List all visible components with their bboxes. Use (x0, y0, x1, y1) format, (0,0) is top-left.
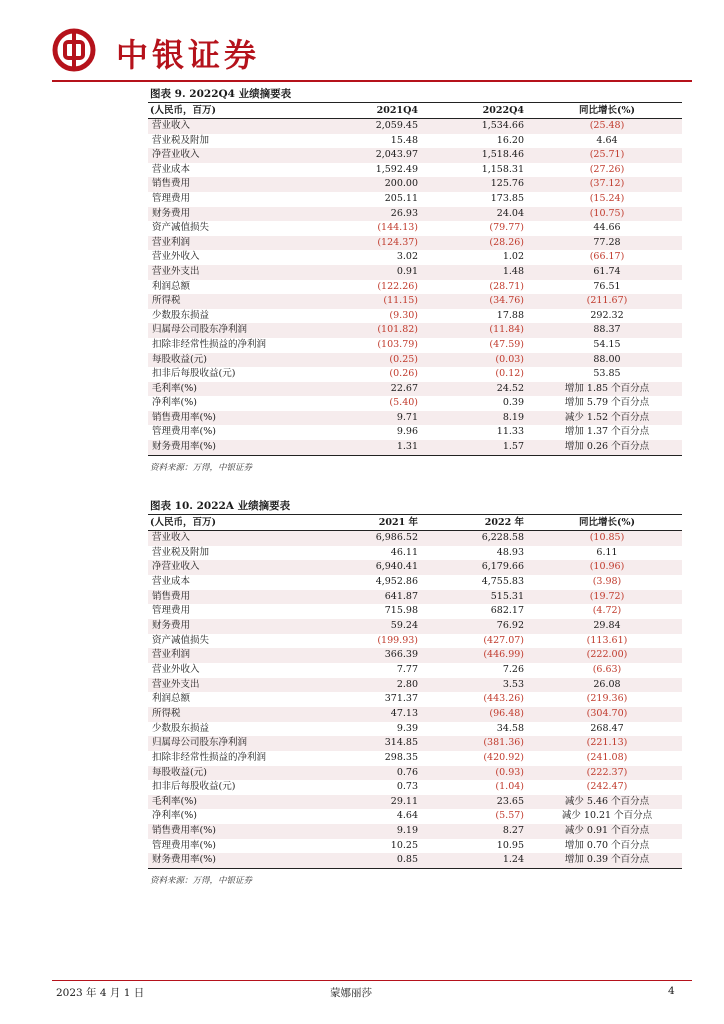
table-cell: 1.57 (426, 440, 532, 455)
table-bottom-rule (148, 868, 682, 869)
table-row (148, 236, 682, 251)
table-cell: (6.63) (592, 663, 622, 675)
column-header: 2022 年 (426, 515, 532, 531)
table-cell: (144.13) (377, 222, 418, 234)
figure-10-title: 图表 10. 2022A 业绩摘要表 (148, 498, 682, 515)
row-label: 每股收益(元) (148, 353, 326, 368)
table-cell: (47.59) (489, 338, 524, 350)
table-cell: 增加 5.79 个百分点 (564, 397, 650, 409)
table-cell: 515.31 (426, 590, 532, 605)
table-cell: 46.11 (390, 546, 418, 558)
table-cell: (420.92) (483, 751, 524, 763)
table-cell: 减少 10.21 个百分点 (561, 810, 653, 822)
table-row (148, 338, 682, 353)
row-label: 营业收入 (148, 531, 326, 546)
row-label: 销售费用率(%) (148, 411, 326, 426)
column-header: (人民币，百万) (148, 103, 326, 119)
row-label: 营业利润 (148, 648, 326, 663)
table-row (148, 619, 682, 634)
table-cell: 8.19 (426, 411, 532, 426)
table-row (148, 134, 682, 149)
table-cell: (199.93) (377, 634, 418, 646)
table-cell: (241.08) (586, 751, 628, 763)
table-cell: 23.65 (426, 795, 532, 810)
table-row (148, 294, 682, 309)
table-cell: 1.02 (502, 251, 524, 263)
row-label: 毛利率(%) (148, 382, 326, 397)
table-row (148, 323, 682, 338)
row-label: 净利率(%) (152, 397, 197, 409)
row-label: 资产减值损失 (152, 222, 210, 234)
figure-9-source: 资料来源：万得，中银证券 (150, 462, 253, 473)
table-cell: 增加 0.70 个百分点 (564, 839, 650, 851)
table-cell: 77.28 (532, 236, 682, 251)
table-row (148, 604, 682, 619)
row-label: 营业外收入 (152, 251, 200, 263)
table-cell: (0.12) (495, 368, 524, 380)
table-row (148, 575, 682, 590)
table-cell: (10.75) (532, 207, 682, 222)
table-cell: (0.26) (389, 368, 418, 380)
table-cell: 3.53 (426, 678, 532, 693)
table-cell: 61.74 (532, 265, 682, 280)
table-cell: (34.76) (426, 294, 532, 309)
figure-9-table (148, 103, 682, 455)
table-row (148, 780, 682, 795)
table-cell: 29.84 (532, 619, 682, 634)
table-cell: 24.52 (426, 382, 532, 397)
row-label: 扣非后每股收益(元) (152, 781, 236, 793)
table-cell: (5.57) (495, 810, 524, 822)
column-header: 同比增长(%) (532, 103, 682, 119)
table-cell: 增加 0.39 个百分点 (532, 853, 682, 868)
row-label: 营业税及附加 (152, 546, 210, 558)
table-cell: 205.11 (384, 192, 418, 204)
table-cell: 8.27 (426, 824, 532, 839)
row-label: 营业利润 (148, 236, 326, 251)
table-cell: 1.24 (426, 853, 532, 868)
table-cell: (1.04) (495, 781, 524, 793)
table-cell: (0.93) (426, 766, 532, 781)
table-row (148, 809, 682, 824)
table-row (148, 280, 682, 295)
row-label: 扣除非经常性损益的净利润 (152, 338, 267, 350)
table-row (148, 766, 682, 781)
table-cell: (103.79) (377, 338, 418, 350)
table-row (148, 309, 682, 324)
table-cell: 6,986.52 (326, 531, 426, 546)
table-row (148, 663, 682, 678)
table-row (148, 751, 682, 766)
table-cell: 15.48 (390, 134, 418, 146)
table-row (148, 163, 682, 178)
table-cell: 53.85 (593, 368, 621, 380)
table-row (148, 546, 682, 561)
footer-divider (52, 980, 692, 981)
table-cell: (0.03) (426, 353, 532, 368)
table-cell: (427.07) (483, 634, 524, 646)
table-row (148, 824, 682, 839)
table-row (148, 853, 682, 868)
table-row (148, 736, 682, 751)
table-cell: 2,043.97 (326, 148, 426, 163)
row-label: 利润总额 (152, 693, 191, 705)
table-cell: 0.85 (326, 853, 426, 868)
table-cell: 34.58 (496, 722, 524, 734)
table-cell: 3.02 (396, 251, 418, 263)
table-row (148, 634, 682, 649)
table-row (148, 678, 682, 693)
row-label: 少数股东损益 (152, 722, 210, 734)
row-label: 净营业收入 (148, 148, 326, 163)
table-cell: (101.82) (326, 323, 426, 338)
table-cell: 4,952.86 (375, 575, 418, 587)
table-row (148, 707, 682, 722)
column-header: 2021Q4 (326, 103, 426, 119)
table-cell: 44.66 (593, 222, 621, 234)
table-cell: 7.77 (396, 663, 418, 675)
row-label: 销售费用 (148, 177, 326, 192)
table-cell: 47.13 (326, 707, 426, 722)
row-label: 营业成本 (152, 163, 191, 175)
table-cell: (11.84) (426, 323, 532, 338)
table-row (148, 839, 682, 854)
table-row (148, 382, 682, 397)
table-cell: 10.95 (496, 839, 524, 851)
row-label: 营业外支出 (148, 265, 326, 280)
brand-name: 中银证券 (116, 36, 261, 74)
table-row (148, 411, 682, 426)
row-label: 财务费用率(%) (148, 853, 326, 868)
figure-10-source: 资料来源：万得，中银证券 (150, 876, 253, 887)
row-label: 营业税及附加 (152, 134, 210, 146)
row-label: 管理费用率(%) (152, 426, 216, 438)
table-cell: 366.39 (326, 648, 426, 663)
table-cell: (124.37) (326, 236, 426, 251)
table-cell: 0.91 (326, 265, 426, 280)
table-row (148, 177, 682, 192)
table-cell: 24.04 (426, 207, 532, 222)
table-cell: 9.71 (326, 411, 426, 426)
table-cell: 11.33 (496, 426, 524, 438)
table-cell: (5.40) (389, 397, 418, 409)
table-cell: (10.96) (532, 560, 682, 575)
table-cell: 298.35 (384, 751, 418, 763)
figure-10-table-body (148, 531, 682, 869)
table-cell: (28.71) (489, 280, 524, 292)
table-cell: 1,518.46 (426, 148, 532, 163)
table-cell: 76.92 (426, 619, 532, 634)
row-label: 每股收益(元) (148, 766, 326, 781)
table-cell: 6.11 (596, 546, 618, 558)
table-row (148, 367, 682, 382)
row-label: 净营业收入 (148, 560, 326, 575)
table-row (148, 722, 682, 737)
table-cell: (219.36) (586, 693, 628, 705)
table-cell: 173.85 (490, 192, 524, 204)
table-row (148, 648, 682, 663)
table-cell: 314.85 (326, 736, 426, 751)
table-cell: 增加 1.85 个百分点 (532, 382, 682, 397)
table-cell: (28.26) (426, 236, 532, 251)
table-row (148, 265, 682, 280)
row-label: 财务费用 (148, 207, 326, 222)
table-header-row (148, 515, 682, 531)
table-cell: 减少 0.91 个百分点 (532, 824, 682, 839)
row-label: 销售费用率(%) (148, 824, 326, 839)
table-cell: 88.37 (532, 323, 682, 338)
table-cell: (381.36) (426, 736, 532, 751)
table-cell: 54.15 (593, 338, 621, 350)
table-cell: (15.24) (589, 192, 625, 204)
table-cell: (66.17) (589, 251, 625, 263)
table-cell: 10.25 (390, 839, 418, 851)
table-row (148, 425, 682, 440)
table-row (148, 795, 682, 810)
table-row (148, 590, 682, 605)
table-row (148, 119, 682, 134)
bank-of-china-logo-icon (52, 28, 96, 72)
table-cell: (122.26) (377, 280, 418, 292)
table-cell: (9.30) (389, 309, 418, 321)
header-divider (52, 80, 692, 82)
table-row (148, 560, 682, 575)
table-cell: 1,158.31 (481, 163, 524, 175)
table-cell: (10.85) (532, 531, 682, 546)
column-header: (人民币，百万) (148, 515, 326, 531)
table-cell: 26.93 (326, 207, 426, 222)
row-label: 营业收入 (148, 119, 326, 134)
table-cell: (25.71) (532, 148, 682, 163)
column-header: 2022Q4 (426, 103, 532, 119)
table-cell: 4.64 (596, 134, 618, 146)
page-number: 4 (668, 985, 675, 997)
page-header (52, 24, 692, 80)
row-label: 所得税 (148, 707, 326, 722)
table-cell: 0.76 (326, 766, 426, 781)
table-cell: 48.93 (496, 546, 524, 558)
table-cell: (3.98) (592, 575, 622, 587)
table-cell: 200.00 (326, 177, 426, 192)
table-cell: 682.17 (490, 605, 524, 617)
table-cell: 6,228.58 (426, 531, 532, 546)
row-label: 净利率(%) (152, 810, 197, 822)
table-cell: 641.87 (326, 590, 426, 605)
table-cell: 4,755.83 (481, 575, 524, 587)
row-label: 管理费用率(%) (152, 839, 216, 851)
table-cell: (79.77) (489, 222, 524, 234)
row-label: 归属母公司股东净利润 (148, 736, 326, 751)
table-cell: (19.72) (532, 590, 682, 605)
table-cell: 22.67 (326, 382, 426, 397)
table-cell: 292.32 (590, 309, 624, 321)
table-cell: 9.19 (326, 824, 426, 839)
row-label: 扣除非经常性损益的净利润 (152, 751, 267, 763)
table-row (148, 396, 682, 411)
table-cell: 1,592.49 (375, 163, 418, 175)
table-cell: (304.70) (532, 707, 682, 722)
figure-10-table (148, 515, 682, 868)
row-label: 毛利率(%) (148, 795, 326, 810)
table-cell: 125.76 (426, 177, 532, 192)
table-row (148, 192, 682, 207)
table-cell: 6,940.41 (326, 560, 426, 575)
row-label: 扣非后每股收益(元) (152, 368, 236, 380)
table-cell: 0.39 (502, 397, 524, 409)
table-cell: 1,534.66 (426, 119, 532, 134)
table-cell: (443.26) (483, 693, 524, 705)
table-cell: (211.67) (532, 294, 682, 309)
table-header-row (148, 103, 682, 119)
table-cell: 9.39 (396, 722, 418, 734)
table-bottom-rule (148, 455, 682, 456)
table-cell: 减少 5.46 个百分点 (532, 795, 682, 810)
row-label: 所得税 (148, 294, 326, 309)
column-header: 2021 年 (326, 515, 426, 531)
table-cell: 4.64 (396, 810, 418, 822)
table-cell: (4.72) (592, 605, 622, 617)
table-cell: 715.98 (384, 605, 418, 617)
table-row (148, 692, 682, 707)
table-cell: 增加 1.37 个百分点 (564, 426, 650, 438)
table-cell: 26.08 (532, 678, 682, 693)
table-cell: 增加 0.26 个百分点 (532, 440, 682, 455)
table-cell: (96.48) (426, 707, 532, 722)
table-row (148, 531, 682, 546)
figure-9-table-body (148, 119, 682, 455)
table-cell: (113.61) (586, 634, 628, 646)
table-row (148, 221, 682, 236)
table-row (148, 440, 682, 455)
row-label: 管理费用 (152, 605, 191, 617)
table-cell: 1.31 (326, 440, 426, 455)
table-cell: 2,059.45 (326, 119, 426, 134)
table-cell: 2.80 (326, 678, 426, 693)
table-cell: 6,179.66 (426, 560, 532, 575)
table-cell: (0.25) (326, 353, 426, 368)
table-cell: (27.26) (589, 163, 625, 175)
table-cell: 29.11 (326, 795, 426, 810)
row-label: 营业外支出 (148, 678, 326, 693)
figure-9 (148, 86, 682, 473)
table-cell: (11.15) (326, 294, 426, 309)
footer-company: 蒙娜丽莎 (330, 987, 372, 999)
row-label: 资产减值损失 (152, 634, 210, 646)
footer-date: 2023 年 4 月 1 日 (56, 987, 145, 999)
table-row (148, 207, 682, 222)
table-cell: (242.47) (586, 781, 628, 793)
row-label: 利润总额 (152, 280, 191, 292)
table-cell: 9.96 (396, 426, 418, 438)
row-label: 营业外收入 (152, 663, 200, 675)
row-label: 归属母公司股东净利润 (148, 323, 326, 338)
table-row (148, 353, 682, 368)
table-cell: (37.12) (532, 177, 682, 192)
row-label: 销售费用 (148, 590, 326, 605)
table-cell: 88.00 (532, 353, 682, 368)
figure-10 (148, 498, 682, 886)
table-cell: 16.20 (496, 134, 524, 146)
row-label: 管理费用 (152, 192, 191, 204)
table-row (148, 250, 682, 265)
table-cell: 76.51 (593, 280, 621, 292)
table-cell: (221.13) (532, 736, 682, 751)
table-cell: 17.88 (496, 309, 524, 321)
table-cell: (222.00) (532, 648, 682, 663)
table-cell: 371.37 (384, 693, 418, 705)
table-cell: 268.47 (590, 722, 624, 734)
table-cell: (446.99) (426, 648, 532, 663)
figure-9-title: 图表 9. 2022Q4 业绩摘要表 (148, 86, 682, 103)
table-cell: 1.48 (426, 265, 532, 280)
row-label: 财务费用 (148, 619, 326, 634)
table-cell: (25.48) (532, 119, 682, 134)
table-row (148, 148, 682, 163)
table-cell: (222.37) (532, 766, 682, 781)
row-label: 财务费用率(%) (148, 440, 326, 455)
row-label: 营业成本 (152, 575, 191, 587)
table-cell: 7.26 (502, 663, 524, 675)
table-cell: 59.24 (326, 619, 426, 634)
table-cell: 0.73 (396, 781, 418, 793)
column-header: 同比增长(%) (532, 515, 682, 531)
row-label: 少数股东损益 (152, 309, 210, 321)
table-cell: 减少 1.52 个百分点 (532, 411, 682, 426)
